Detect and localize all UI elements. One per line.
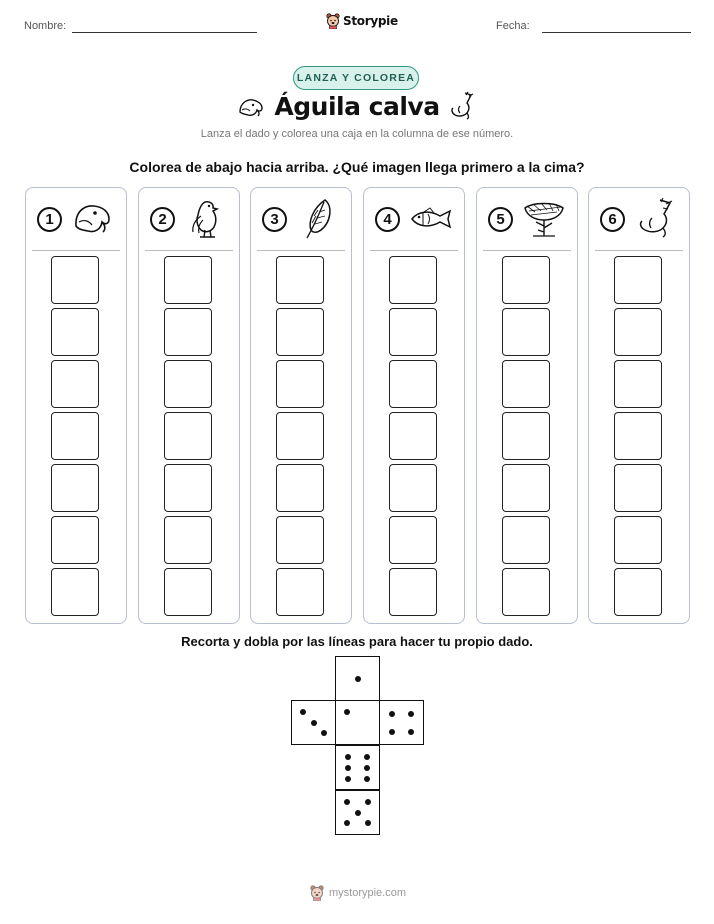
die-pip: [364, 754, 370, 760]
color-box[interactable]: [389, 516, 437, 564]
color-box[interactable]: [51, 360, 99, 408]
color-box[interactable]: [164, 568, 212, 616]
color-box[interactable]: [164, 256, 212, 304]
color-box[interactable]: [51, 516, 99, 564]
color-box[interactable]: [502, 568, 550, 616]
column-divider: [370, 250, 458, 251]
color-box[interactable]: [276, 464, 324, 512]
color-box[interactable]: [51, 308, 99, 356]
die-pip: [345, 765, 351, 771]
color-box[interactable]: [389, 256, 437, 304]
bear-icon: [326, 13, 340, 29]
bear-icon: [310, 885, 324, 901]
die-pip: [408, 729, 414, 735]
column-number: 1: [37, 207, 62, 232]
column-4: [363, 187, 465, 624]
color-box[interactable]: [502, 256, 550, 304]
color-box[interactable]: [276, 308, 324, 356]
die-face-6: [335, 745, 380, 790]
color-box[interactable]: [614, 308, 662, 356]
column-divider: [32, 250, 120, 251]
die-pip: [345, 776, 351, 782]
color-box[interactable]: [276, 516, 324, 564]
color-box[interactable]: [51, 412, 99, 460]
die-face-3: [291, 700, 336, 745]
column-divider: [595, 250, 683, 251]
date-line[interactable]: [542, 32, 691, 33]
column-2: [138, 187, 240, 624]
die-face-1: [335, 700, 380, 745]
die-pip: [355, 810, 361, 816]
color-box[interactable]: [276, 412, 324, 460]
color-box[interactable]: [502, 412, 550, 460]
color-box[interactable]: [502, 308, 550, 356]
color-box[interactable]: [164, 360, 212, 408]
die-pip: [389, 729, 395, 735]
color-box[interactable]: [164, 308, 212, 356]
die-pip: [408, 711, 414, 717]
die-pip: [321, 730, 327, 736]
color-box[interactable]: [276, 256, 324, 304]
color-box[interactable]: [614, 256, 662, 304]
column-number: 5: [488, 207, 513, 232]
die-pip: [344, 709, 350, 715]
brand-name: Storypie: [343, 14, 398, 28]
die-pip: [300, 709, 306, 715]
column-divider: [145, 250, 233, 251]
color-box[interactable]: [502, 360, 550, 408]
color-box[interactable]: [614, 360, 662, 408]
die-pip: [344, 820, 350, 826]
perched-eagle-icon: [183, 196, 229, 242]
color-box[interactable]: [51, 464, 99, 512]
column-number: 3: [262, 207, 287, 232]
die-pip: [311, 720, 317, 726]
color-box[interactable]: [276, 360, 324, 408]
die-face-5: [335, 790, 380, 835]
die-pip: [364, 776, 370, 782]
activity-badge: LANZA Y COLOREA: [293, 66, 419, 90]
instruction: Colorea de abajo hacia arriba. ¿Qué imagen llega primero a la cima?: [129, 159, 585, 175]
cut-instruction: Recorta y dobla por las líneas para hacer tu propio dado.: [181, 634, 533, 649]
footer: [310, 885, 406, 901]
color-box[interactable]: [614, 412, 662, 460]
color-box[interactable]: [614, 516, 662, 564]
column-number: 2: [150, 207, 175, 232]
name-label: Nombre:: [24, 20, 67, 32]
column-number: 4: [375, 207, 400, 232]
brand-logo: [326, 13, 398, 29]
die-pip: [389, 711, 395, 717]
color-box[interactable]: [389, 360, 437, 408]
color-box[interactable]: [389, 308, 437, 356]
die-pip: [364, 765, 370, 771]
column-6: [588, 187, 690, 624]
color-box[interactable]: [502, 464, 550, 512]
column-divider: [483, 250, 571, 251]
die-pip: [355, 676, 361, 682]
color-box[interactable]: [164, 516, 212, 564]
subtitle: Lanza el dado y colorea una caja en la columna de ese número.: [200, 128, 514, 140]
page-title: Águila calva: [274, 92, 440, 121]
color-box[interactable]: [614, 568, 662, 616]
talon-icon: [633, 196, 679, 242]
name-line[interactable]: [72, 32, 257, 33]
color-box[interactable]: [51, 256, 99, 304]
footer-url[interactable]: mystorypie.com: [329, 887, 407, 899]
color-box[interactable]: [389, 412, 437, 460]
color-box[interactable]: [164, 412, 212, 460]
color-box[interactable]: [502, 516, 550, 564]
nest-icon: [521, 196, 567, 242]
color-box[interactable]: [51, 568, 99, 616]
color-box[interactable]: [389, 464, 437, 512]
feather-icon: [295, 196, 341, 242]
die-pip: [365, 820, 371, 826]
die-pip: [365, 799, 371, 805]
column-5: [476, 187, 578, 624]
column-3: [250, 187, 352, 624]
column-divider: [257, 250, 345, 251]
die-face-4: [379, 700, 424, 745]
fish-icon: [408, 196, 454, 242]
color-box[interactable]: [614, 464, 662, 512]
talon-title-icon: [449, 91, 475, 121]
die-pip: [345, 754, 351, 760]
color-box[interactable]: [164, 464, 212, 512]
color-box[interactable]: [389, 568, 437, 616]
die-pip: [344, 799, 350, 805]
column-1: [25, 187, 127, 624]
date-label: Fecha:: [496, 20, 530, 32]
color-box[interactable]: [276, 568, 324, 616]
column-number: 6: [600, 207, 625, 232]
die-face-1: [335, 656, 380, 701]
eagle-head-icon: [70, 196, 116, 242]
